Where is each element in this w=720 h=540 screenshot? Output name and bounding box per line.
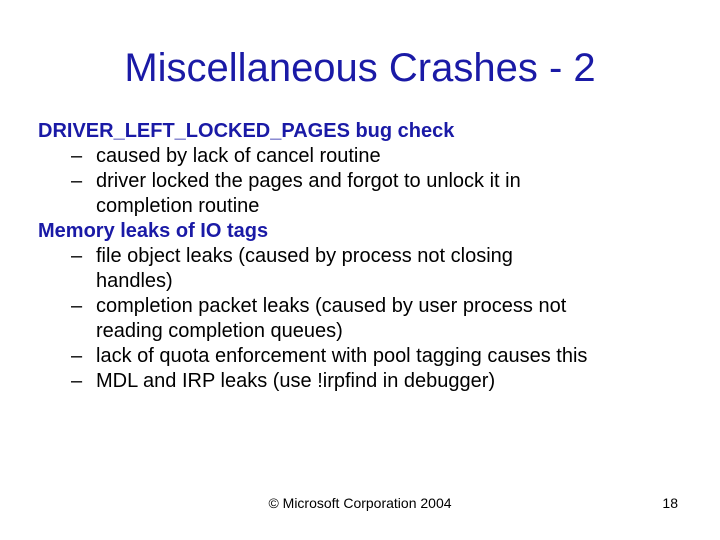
sub-bullet-text: file object leaks (caused by process not closing — [96, 245, 513, 267]
sub-bullet-text: lack of quota enforcement with pool tagging causes this — [96, 345, 588, 367]
sub-bullet — [38, 369, 708, 394]
dash-marker: – — [71, 295, 83, 317]
sub-bullet-text-continued: reading completion queues) — [96, 320, 343, 342]
slide-body — [38, 119, 708, 394]
dash-marker: – — [71, 370, 83, 392]
page-number: 18 — [662, 495, 678, 511]
sub-bullet-text: completion packet leaks (caused by user process not — [96, 295, 567, 317]
sub-bullet-text: caused by lack of cancel routine — [96, 145, 381, 167]
dash-marker: – — [71, 170, 83, 192]
dash-marker: – — [71, 245, 83, 267]
sub-bullet-text-continued: completion routine — [96, 195, 260, 217]
slide-title: Miscellaneous Crashes - 2 — [124, 46, 596, 90]
sub-bullet — [38, 344, 708, 369]
sub-bullet — [38, 144, 708, 169]
slide-footer — [0, 493, 720, 513]
dash-marker: – — [71, 145, 83, 167]
sub-bullet — [38, 294, 708, 344]
sub-bullet — [38, 169, 708, 219]
sub-bullet — [38, 244, 708, 294]
sub-bullet-text: MDL and IRP leaks (use !irpfind in debugger) — [96, 370, 496, 392]
copyright-notice: © Microsoft Corporation 2004 — [268, 495, 452, 511]
sub-bullet-text: driver locked the pages and forgot to unlock it in — [96, 170, 521, 192]
bullet-memory-leaks: Memory leaks of IO tags — [38, 220, 269, 242]
dash-marker: – — [71, 345, 83, 367]
bullet-driver-left-locked-pages: DRIVER_LEFT_LOCKED_PAGES bug check — [38, 120, 455, 142]
sub-bullet-text-continued: handles) — [96, 270, 173, 292]
